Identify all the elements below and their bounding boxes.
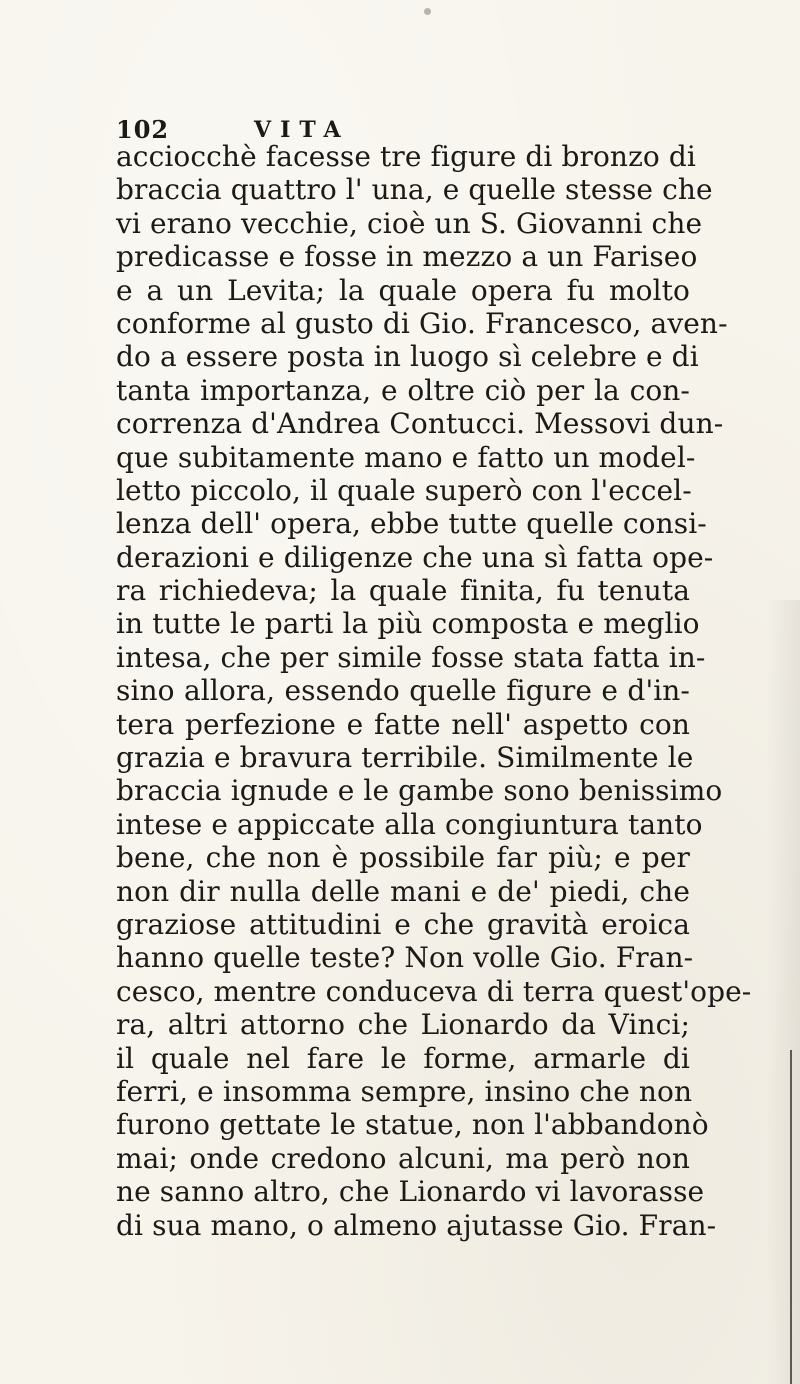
- page-edge-shadow: [766, 600, 800, 1384]
- text-line: ra richiedeva; la quale finita, fu tenuta: [116, 574, 690, 608]
- text-line: letto piccolo, il quale superò con l'eccel-: [116, 473, 692, 507]
- text-line: grazia e bravura terribile. Similmente le: [116, 741, 694, 775]
- running-head: VITA: [254, 117, 350, 143]
- text-line: hanno quelle teste? Non volle Gio. Fran-: [116, 941, 694, 975]
- text-line: vi erano vecchie, cioè un S. Giovanni che: [116, 206, 703, 240]
- text-line: intesa, che per simile fosse stata fatta in-: [116, 640, 706, 674]
- text-line: ferri, e insomma sempre, insino che non: [116, 1074, 693, 1108]
- page-edge-rule: [790, 1050, 792, 1384]
- text-line: braccia ignude e le gambe sono benissimo: [116, 774, 723, 808]
- text-line: correnza d'Andrea Contucci. Messovi dun-: [116, 407, 724, 441]
- text-line: e a un Levita; la quale opera fu molto: [116, 273, 690, 307]
- text-line: cesco, mentre conduceva di terra quest'ope-: [116, 974, 752, 1008]
- text-line: que subitamente mano e fatto un model-: [116, 440, 696, 474]
- text-line: il quale nel fare le forme, armarle di: [116, 1041, 690, 1075]
- text-line: acciocchè facesse tre figure di bronzo di: [116, 140, 696, 173]
- text-line: tanta importanza, e oltre ciò per la con-: [116, 373, 690, 407]
- printer-mark: [424, 8, 431, 15]
- text-line: do a essere posta in luogo sì celebre e di: [116, 340, 699, 374]
- text-line: conforme al gusto di Gio. Francesco, aven-: [116, 306, 728, 340]
- text-line: tera perfezione e fatte nell' aspetto con: [116, 707, 690, 741]
- text-line: furono gettate le statue, non l'abbandonò: [116, 1108, 709, 1142]
- text-line: bene, che non è possibile far più; e per: [116, 841, 690, 875]
- page-number: 102: [116, 115, 170, 144]
- text-line: intese e appiccate alla congiuntura tanto: [116, 807, 703, 841]
- text-line: in tutte le parti la più composta e meglio: [116, 607, 700, 641]
- text-line: mai; onde credono alcuni, ma però non: [116, 1141, 690, 1175]
- text-line: derazioni e diligenze che una sì fatta ope-: [116, 540, 714, 574]
- text-line: non dir nulla delle mani e de' piedi, che: [116, 874, 690, 908]
- text-line: predicasse e fosse in mezzo a un Fariseo: [116, 240, 698, 274]
- body-text: [116, 140, 752, 1242]
- text-line: braccia quattro l' una, e quelle stesse che: [116, 173, 713, 207]
- text-line: ra, altri attorno che Lionardo da Vinci;: [116, 1008, 690, 1042]
- text-line: graziose attitudini e che gravità eroica: [116, 907, 690, 941]
- text-line: sino allora, essendo quelle figure e d'in-: [116, 674, 690, 708]
- text-line: ne sanno altro, che Lionardo vi lavorasse: [116, 1175, 705, 1209]
- text-line: lenza dell' opera, ebbe tutte quelle consi-: [116, 507, 707, 541]
- text-line: di sua mano, o almeno ajutasse Gio. Fran-: [116, 1208, 717, 1242]
